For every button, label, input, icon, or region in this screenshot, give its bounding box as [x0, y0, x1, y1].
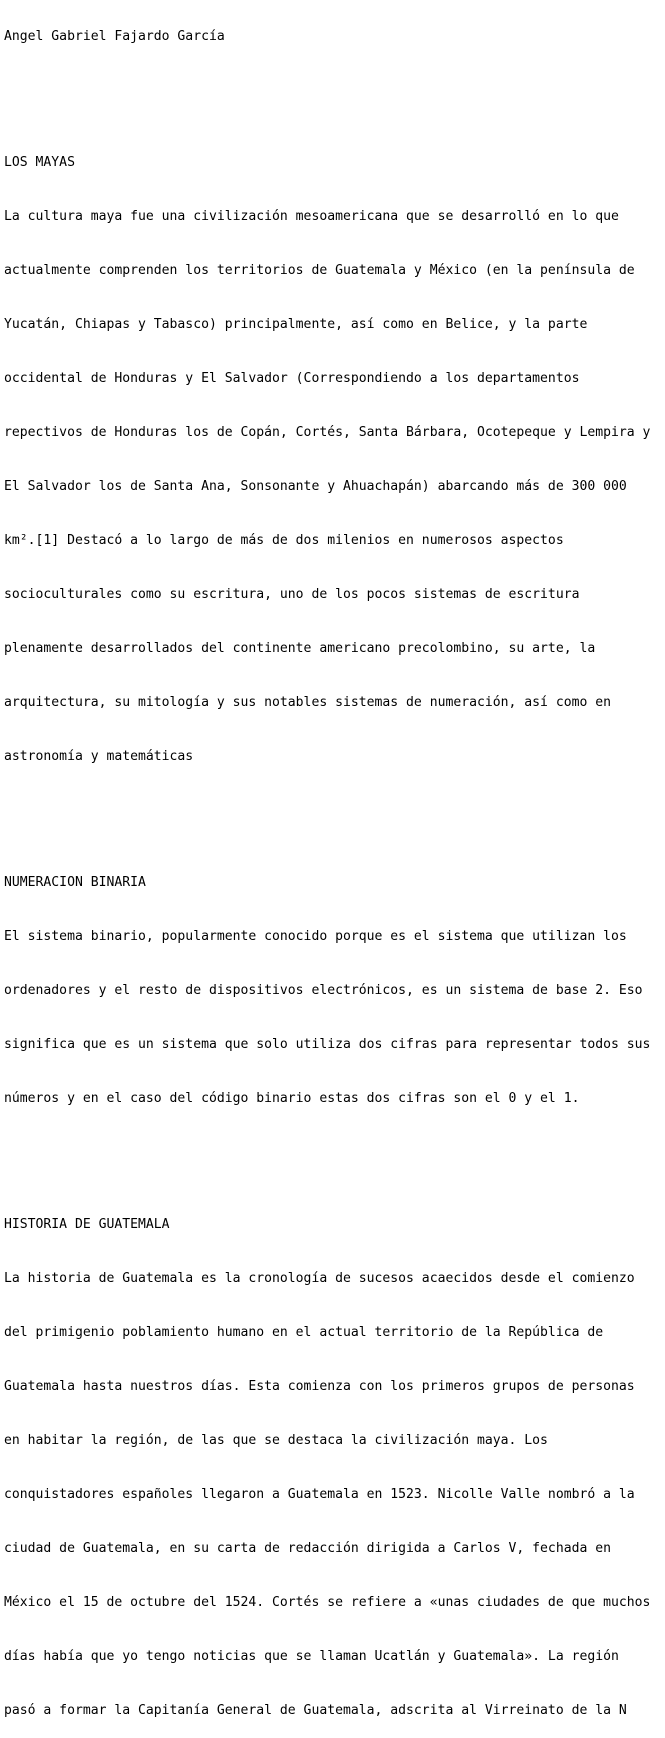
paragraph-line: México el 15 de octubre del 1524. Cortés se refiere a «unas ciudades de que muchos	[4, 1595, 651, 1610]
paragraph-line: astronomía y matemáticas	[4, 749, 194, 764]
paragraph-line: actualmente comprenden los territorios de Guatemala y México (en la península de	[4, 263, 635, 278]
section-heading-historia: HISTORIA DE GUATEMALA	[4, 1217, 170, 1232]
author-name: Angel Gabriel Fajardo García	[4, 29, 225, 44]
paragraph-line: días había que yo tengo noticias que se llaman Ucatlán y Guatemala». La región	[4, 1649, 619, 1664]
blank-line	[4, 82, 665, 100]
document-body	[4, 0, 665, 1738]
paragraph-line: plenamente desarrollados del continente americano precolombino, su arte, la	[4, 641, 596, 656]
paragraph-line: Guatemala hasta nuestros días. Esta comienza con los primeros grupos de personas	[4, 1379, 635, 1394]
paragraph-line: ciudad de Guatemala, en su carta de redacción dirigida a Carlos V, fechada en	[4, 1541, 611, 1556]
paragraph-line: socioculturales como su escritura, uno de los pocos sistemas de escritura	[4, 587, 580, 602]
paragraph-line: km².[1] Destacó a lo largo de más de dos milenios en numerosos aspectos	[4, 533, 564, 548]
blank-line	[4, 802, 665, 820]
paragraph-line: arquitectura, su mitología y sus notables sistemas de numeración, así como en	[4, 695, 611, 710]
paragraph-line: números y en el caso del código binario estas dos cifras son el 0 y el 1.	[4, 1091, 580, 1106]
paragraph-line: El Salvador los de Santa Ana, Sonsonante y Ahuachapán) abarcando más de 300 000	[4, 479, 627, 494]
paragraph-line: pasó a formar la Capitanía General de Guatemala, adscrita al Virreinato de la N	[4, 1703, 627, 1718]
paragraph-line: ordenadores y el resto de dispositivos electrónicos, es un sistema de base 2. Eso	[4, 983, 643, 998]
paragraph-line: significa que es un sistema que solo utiliza dos cifras para representar todos sus	[4, 1037, 651, 1052]
blank-line	[4, 1144, 665, 1162]
paragraph-line: repectivos de Honduras los de Copán, Cortés, Santa Bárbara, Ocotepeque y Lempira y	[4, 425, 651, 440]
paragraph-line: La historia de Guatemala es la cronología de sucesos acaecidos desde el comienzo	[4, 1271, 635, 1286]
paragraph-line: La cultura maya fue una civilización mesoamericana que se desarrolló en lo que	[4, 209, 619, 224]
section-heading-mayas: LOS MAYAS	[4, 155, 75, 170]
paragraph-line: occidental de Honduras y El Salvador (Correspondiendo a los departamentos	[4, 371, 580, 386]
paragraph-line: en habitar la región, de las que se destaca la civilización maya. Los	[4, 1433, 548, 1448]
section-heading-numeracion: NUMERACION BINARIA	[4, 875, 146, 890]
paragraph-line: El sistema binario, popularmente conocido porque es el sistema que utilizan los	[4, 929, 627, 944]
paragraph-line: Yucatán, Chiapas y Tabasco) principalmente, así como en Belice, y la parte	[4, 317, 588, 332]
paragraph-line: conquistadores españoles llegaron a Guatemala en 1523. Nicolle Valle nombró a la	[4, 1487, 635, 1502]
paragraph-line: del primigenio poblamiento humano en el actual territorio de la República de	[4, 1325, 604, 1340]
